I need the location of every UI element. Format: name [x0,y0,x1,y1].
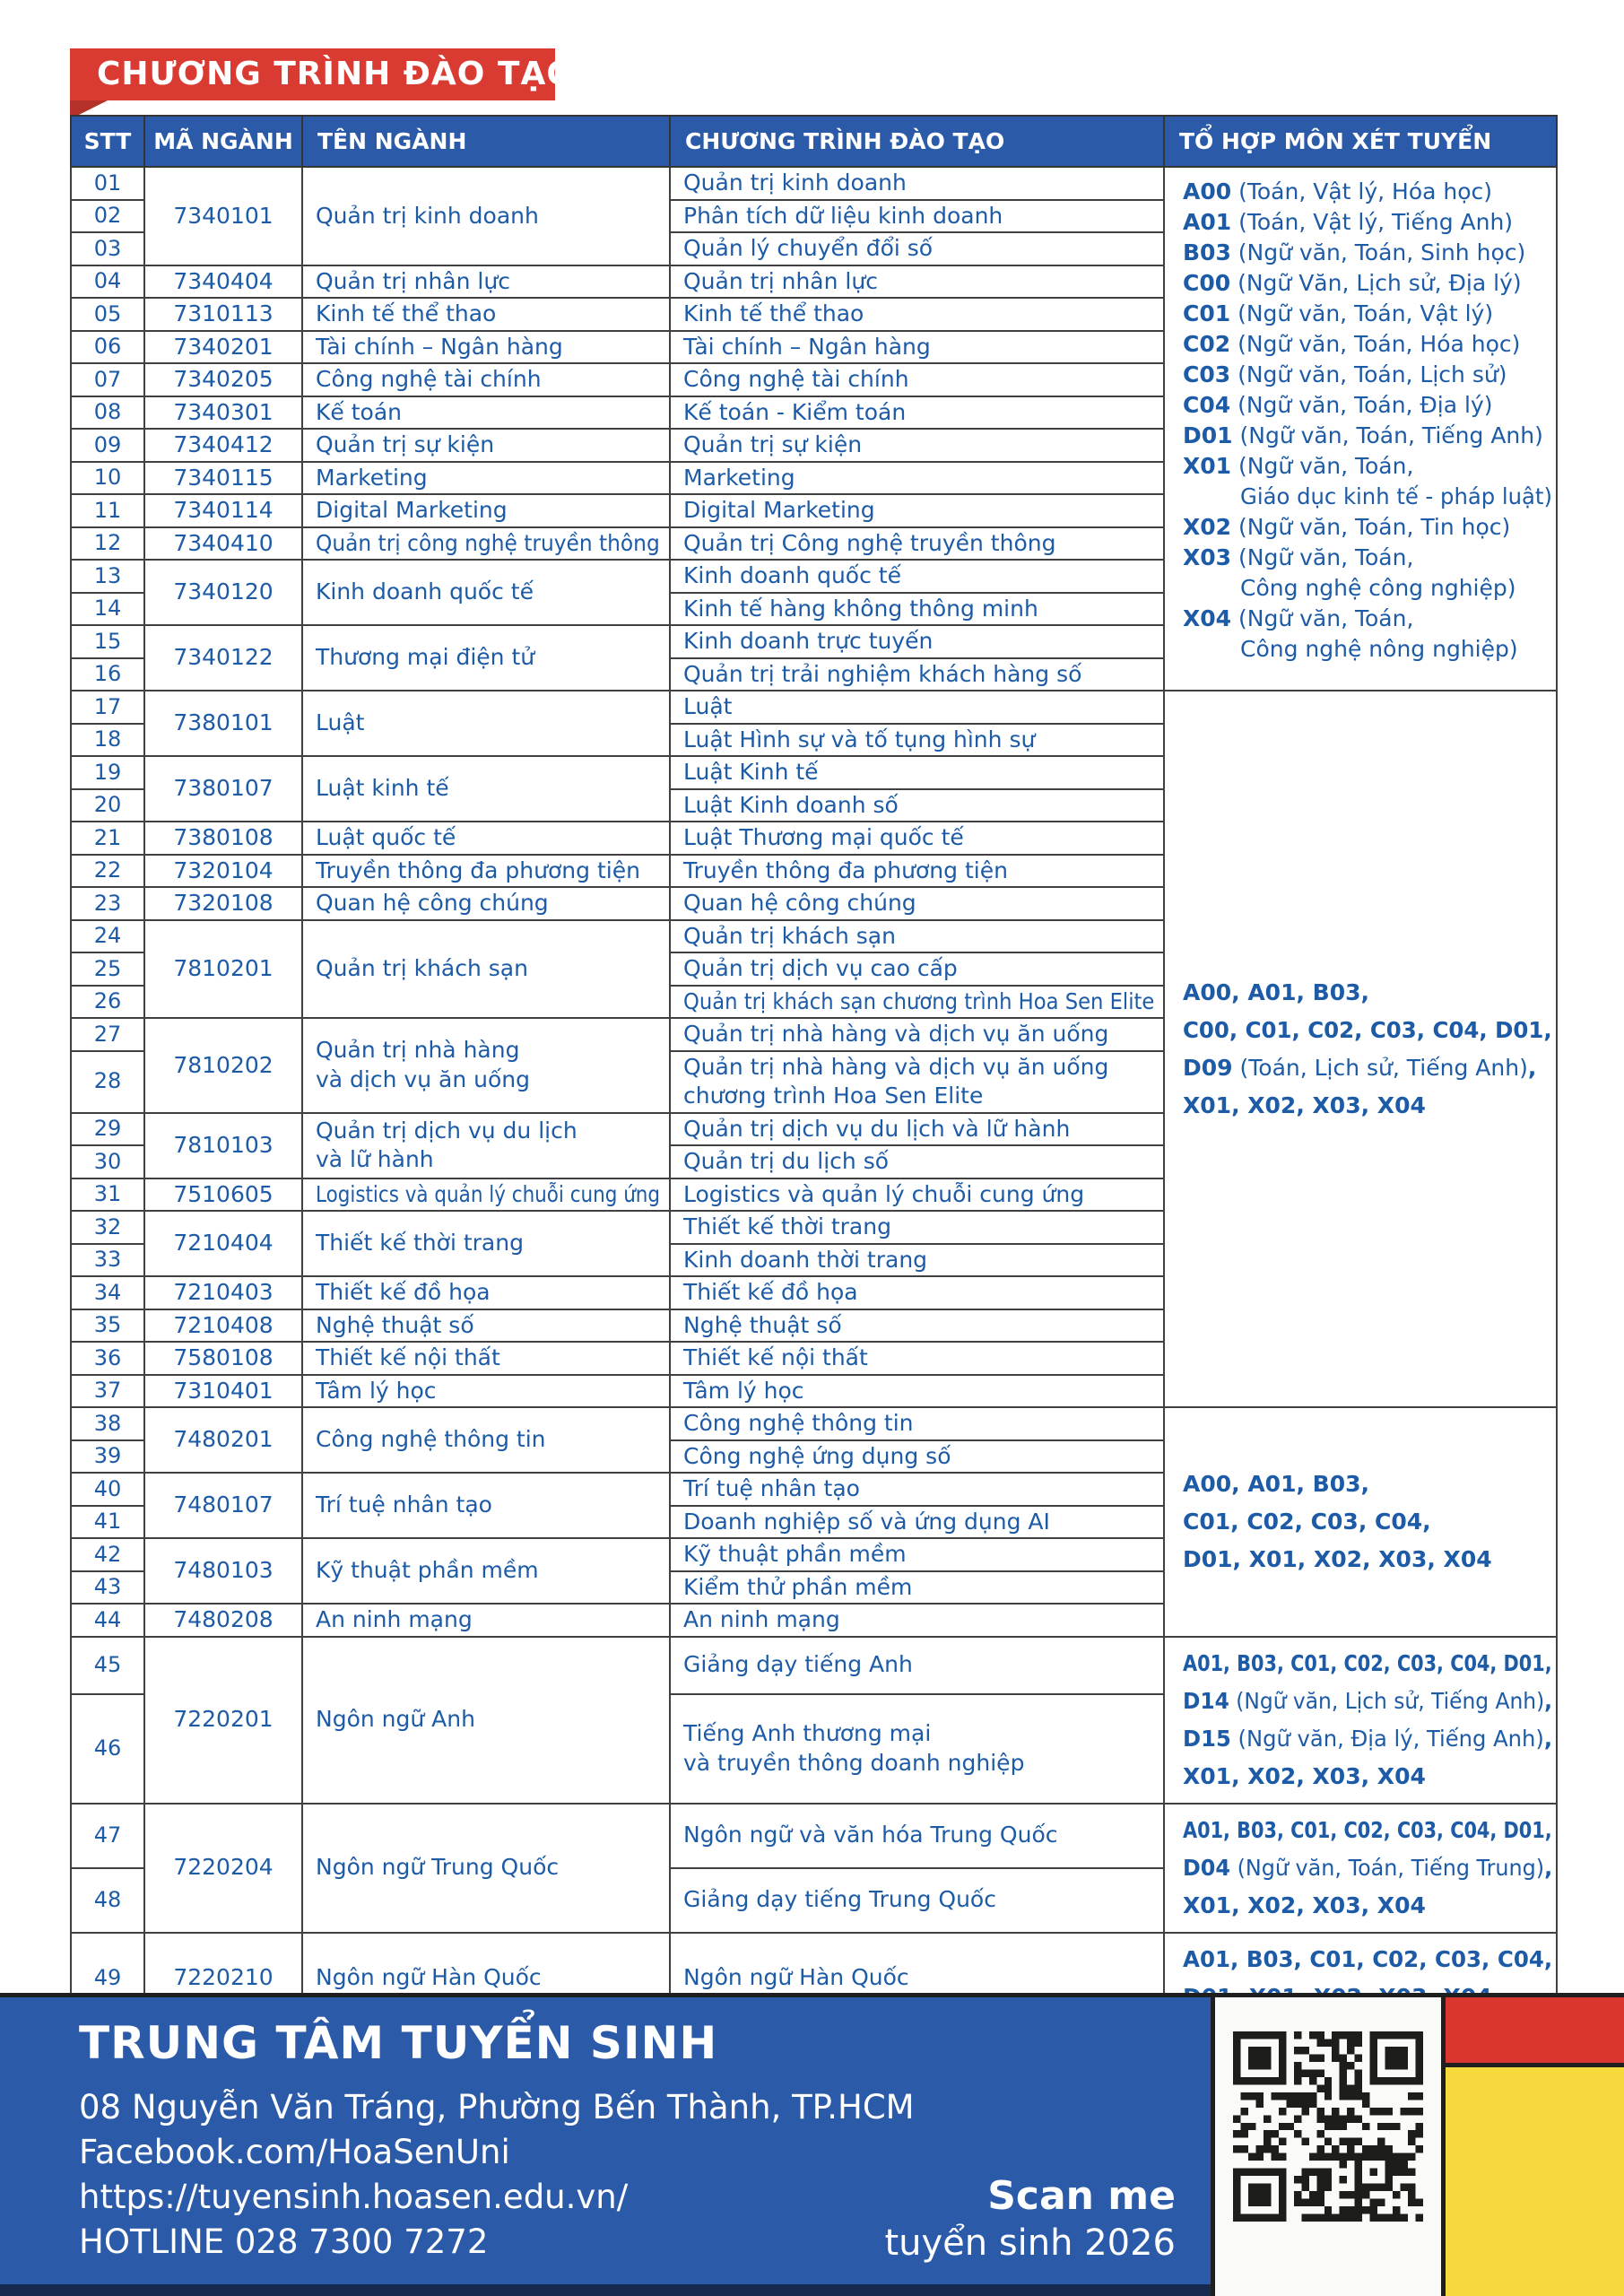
major-name-cell: An ninh mạng [302,1604,670,1637]
combo-cell: A00, A01, B03, C00, C01, C02, C03, C04, D01, D09 (Toán, Lịch sử, Tiếng Anh), X01, X02, X03, X04 [1164,691,1557,1407]
major-code-cell: 7810103 [144,1113,302,1178]
stt-cell: 29 [71,1113,144,1146]
program-cell: Thiết kế nội thất [670,1342,1164,1375]
major-code-cell: 7340115 [144,462,302,495]
program-cell: Thiết kế đồ họa [670,1276,1164,1309]
program-cell: Quản trị khách sạn [670,920,1164,953]
major-code-cell: 7220201 [144,1637,302,1804]
major-name-cell: Trí tuệ nhân tạo [302,1473,670,1538]
major-code-cell: 7380101 [144,691,302,756]
major-name-cell: Nghệ thuật số [302,1309,670,1343]
major-name-cell: Kinh doanh quốc tế [302,560,670,625]
footer [0,1993,1624,2296]
stt-cell: 09 [71,429,144,462]
major-name-cell: Ngôn ngữ Hàn Quốc [302,1933,670,2024]
major-code-cell: 7480208 [144,1604,302,1637]
major-code-cell: 7340301 [144,396,302,430]
major-name-cell: Quản trị công nghệ truyền thông [302,527,670,561]
program-cell: Quản trị nhà hàng và dịch vụ ăn uống chương trình Hoa Sen Elite [670,1051,1164,1113]
major-code-cell: 7340404 [144,265,302,299]
program-cell: An ninh mạng [670,1604,1164,1637]
stt-cell: 04 [71,265,144,299]
stt-cell: 34 [71,1276,144,1309]
stt-cell: 39 [71,1440,144,1474]
stt-cell: 21 [71,822,144,855]
program-cell: Ngôn ngữ và văn hóa Trung Quốc [670,1804,1164,1868]
program-cell: Giảng dạy tiếng Anh [670,1637,1164,1694]
program-cell: Quản trị trải nghiệm khách hàng số [670,658,1164,691]
major-name-cell: Thiết kế đồ họa [302,1276,670,1309]
program-cell: Quản trị khách sạn chương trình Hoa Sen Elite [670,986,1164,1019]
program-cell: Tiếng Anh thương mại và truyền thông doanh nghiệp [670,1694,1164,1804]
column-header-major: TÊN NGÀNH [302,116,670,167]
stt-cell: 12 [71,527,144,561]
major-code-cell: 7320108 [144,887,302,920]
major-code-cell: 7340101 [144,167,302,265]
stt-cell: 08 [71,396,144,430]
major-name-cell: Tài chính – Ngân hàng [302,331,670,364]
major-name-cell: Tâm lý học [302,1375,670,1408]
program-cell: Kinh tế hàng không thông minh [670,593,1164,626]
major-name-cell: Ngôn ngữ Anh [302,1637,670,1804]
program-cell: Phân tích dữ liệu kinh doanh [670,200,1164,233]
column-header-program: CHƯƠNG TRÌNH ĐÀO TẠO [670,116,1164,167]
stt-cell: 45 [71,1637,144,1694]
major-code-cell: 7340120 [144,560,302,625]
major-name-cell: Logistics và quản lý chuỗi cung ứng [302,1178,670,1212]
major-code-cell: 7210403 [144,1276,302,1309]
hotline-line: HOTLINE 028 7300 7272 [79,2222,489,2261]
program-cell: Luật [670,691,1164,724]
major-name-cell: Luật kinh tế [302,756,670,822]
navy-strip [0,2284,1211,2296]
stt-cell: 15 [71,625,144,658]
combo-cell: A01, B03, C01, C02, C03, C04, [1164,1933,1557,2024]
program-cell: Kế toán - Kiểm toán [670,396,1164,430]
program-cell: Kiểm thử phần mềm [670,1571,1164,1605]
major-code-cell: 7340201 [144,331,302,364]
major-code-cell: 7580108 [144,1342,302,1375]
stt-cell: 11 [71,494,144,527]
major-name-cell: Ngôn ngữ Trung Quốc [302,1804,670,1933]
table-row [71,1637,1557,1694]
program-cell: Doanh nghiệp số và ứng dụng AI [670,1506,1164,1539]
major-name-cell: Quản trị kinh doanh [302,167,670,265]
address-line: 08 Nguyễn Văn Tráng, Phường Bến Thành, TP.HCM [79,2088,915,2126]
table-row [71,167,1557,200]
admission-center-title: TRUNG TÂM TUYỂN SINH [79,2017,718,2069]
major-code-cell: 7810201 [144,920,302,1019]
program-cell: Kinh doanh quốc tế [670,560,1164,593]
major-name-cell: Quản trị sự kiện [302,429,670,462]
program-cell: Luật Thương mại quốc tế [670,822,1164,855]
table-row [71,691,1557,724]
program-cell: Quan hệ công chúng [670,887,1164,920]
major-code-cell: 7380107 [144,756,302,822]
program-cell: Kỹ thuật phần mềm [670,1538,1164,1571]
stt-cell: 27 [71,1018,144,1051]
major-code-cell: 7510605 [144,1178,302,1212]
program-cell: Công nghệ thông tin [670,1407,1164,1440]
program-cell: Quản trị kinh doanh [670,167,1164,200]
major-name-cell: Quản trị nhà hàng và dịch vụ ăn uống [302,1018,670,1113]
stt-cell: 48 [71,1868,144,1933]
program-cell: Luật Hình sự và tố tụng hình sự [670,724,1164,757]
program-cell: Tâm lý học [670,1375,1164,1408]
stt-cell: 18 [71,724,144,757]
stt-cell: 01 [71,167,144,200]
program-table-body [71,167,1557,2024]
stt-cell: 36 [71,1342,144,1375]
stt-cell: 28 [71,1051,144,1113]
combo-cell: A01, B03, C01, C02, C03, C04, D01, D04 (Ngữ văn, Toán, Tiếng Trung), X01, X02, X03, X04 [1164,1804,1557,1933]
major-name-cell: Công nghệ tài chính [302,363,670,396]
stt-cell: 37 [71,1375,144,1408]
stt-cell: 16 [71,658,144,691]
stt-cell: 05 [71,298,144,331]
stt-cell: 26 [71,986,144,1019]
stt-cell: 23 [71,887,144,920]
major-code-cell: 7340412 [144,429,302,462]
stt-cell: 33 [71,1244,144,1277]
column-header-code: MÃ NGÀNH [144,116,302,167]
yellow-block [1446,2067,1624,2296]
major-name-cell: Luật quốc tế [302,822,670,855]
column-header-combination: TỔ HỢP MÔN XÉT TUYỂN [1164,116,1557,167]
program-table [70,115,1558,2025]
major-name-cell: Thương mại điện tử [302,625,670,691]
major-code-cell: 7480201 [144,1407,302,1473]
major-name-cell: Kinh tế thể thao [302,298,670,331]
stt-cell: 17 [71,691,144,724]
stt-cell: 24 [71,920,144,953]
program-cell: Logistics và quản lý chuỗi cung ứng [670,1178,1164,1212]
program-cell: Nghệ thuật số [670,1309,1164,1343]
program-cell: Quản trị nhà hàng và dịch vụ ăn uống [670,1018,1164,1051]
red-block [1446,1997,1624,2067]
stt-cell: 32 [71,1211,144,1244]
major-code-cell: 7810202 [144,1018,302,1113]
website-line: https://tuyensinh.hoasen.edu.vn/ [79,2178,629,2216]
major-name-cell: Công nghệ thông tin [302,1407,670,1473]
major-code-cell: 7320104 [144,855,302,888]
program-cell: Quản trị dịch vụ du lịch và lữ hành [670,1113,1164,1146]
stt-cell: 13 [71,560,144,593]
scan-me-label: Scan me [987,2173,1176,2219]
stt-cell: 46 [71,1694,144,1804]
major-name-cell: Marketing [302,462,670,495]
major-code-cell: 7340205 [144,363,302,396]
program-cell: Digital Marketing [670,494,1164,527]
program-cell: Công nghệ tài chính [670,363,1164,396]
stt-cell: 06 [71,331,144,364]
major-code-cell: 7310401 [144,1375,302,1408]
major-code-cell: 7220204 [144,1804,302,1933]
major-name-cell: Kỹ thuật phần mềm [302,1538,670,1604]
footer-contact-block [79,2017,915,2265]
major-name-cell: Luật [302,691,670,756]
stt-cell: 03 [71,232,144,265]
major-name-cell: Thiết kế nội thất [302,1342,670,1375]
qr-panel [1211,1997,1446,2296]
major-name-cell: Quản trị khách sạn [302,920,670,1019]
major-name-cell: Kế toán [302,396,670,430]
stt-cell: 25 [71,952,144,986]
qr-code [1233,2031,1423,2222]
major-code-cell: 7480103 [144,1538,302,1604]
program-cell: Quản trị du lịch số [670,1145,1164,1178]
major-code-cell: 7340122 [144,625,302,691]
program-cell: Quản trị Công nghệ truyền thông [670,527,1164,561]
major-name-cell: Thiết kế thời trang [302,1211,670,1276]
major-name-cell: Digital Marketing [302,494,670,527]
combo-cell: A01, B03, C01, C02, C03, C04, D01, D14 (Ngữ văn, Lịch sử, Tiếng Anh), D15 (Ngữ văn, Địa lý, Tiếng Anh), X01, X02, X03, X04 [1164,1637,1557,1804]
program-cell: Marketing [670,462,1164,495]
major-name-cell: Quan hệ công chúng [302,887,670,920]
program-cell: Kinh tế thể thao [670,298,1164,331]
stt-cell: 14 [71,593,144,626]
program-cell: Giảng dạy tiếng Trung Quốc [670,1868,1164,1933]
major-name-cell: Quản trị nhân lực [302,265,670,299]
scan-block [884,2173,1176,2266]
stt-cell: 35 [71,1309,144,1343]
program-cell: Kinh doanh thời trang [670,1244,1164,1277]
major-code-cell: 7480107 [144,1473,302,1538]
program-cell: Truyền thông đa phương tiện [670,855,1164,888]
stt-cell: 41 [71,1506,144,1539]
program-cell: Luật Kinh doanh số [670,789,1164,822]
major-name-cell: Truyền thông đa phương tiện [302,855,670,888]
program-cell: Ngôn ngữ Hàn Quốc [670,1933,1164,2024]
stt-cell: 30 [71,1145,144,1178]
stt-cell: 22 [71,855,144,888]
program-table-wrap [70,115,1556,2025]
stt-cell: 07 [71,363,144,396]
major-code-cell: 7340114 [144,494,302,527]
program-cell: Luật Kinh tế [670,756,1164,789]
program-cell: Quản trị nhân lực [670,265,1164,299]
admission-year-label: tuyển sinh 2026 [884,2222,1176,2264]
table-row [71,1407,1557,1440]
stt-cell: 19 [71,756,144,789]
program-cell: Kinh doanh trực tuyến [670,625,1164,658]
stt-cell: 40 [71,1473,144,1506]
major-code-cell: 7210404 [144,1211,302,1276]
table-header-row [71,116,1557,167]
program-cell: Quản lý chuyển đổi số [670,232,1164,265]
major-code-cell: 7380108 [144,822,302,855]
stt-cell: 47 [71,1804,144,1868]
major-code-cell: 7310113 [144,298,302,331]
stt-cell: 31 [71,1178,144,1212]
combo-cell: A00 (Toán, Vật lý, Hóa học) A01 (Toán, Vật lý, Tiếng Anh) B03 (Ngữ văn, Toán, Sinh học) C00 (Ngữ Văn, Lịch sử, Địa lý) C01 (Ngữ văn, Toán, Vật lý) C02 (Ngữ văn, Toán, Hóa học) C03 (Ngữ văn, Toán, Lịch sử) C04 (Ngữ văn, Toán, Địa lý) D01 (Ngữ văn, Toán, Tiếng Anh) X01 (Ngữ văn, Toán, Giáo dục kinh tế - pháp luật) X02 (Ngữ văn, Toán, Tin học) X03 (Ngữ văn, Toán, Công nghệ công nghiệp) X04 (Ngữ văn, Toán, Công nghệ nông nghiệp) [1164,167,1557,691]
stt-cell: 20 [71,789,144,822]
stt-cell: 44 [71,1604,144,1637]
stt-cell: 10 [71,462,144,495]
program-cell: Trí tuệ nhân tạo [670,1473,1164,1506]
major-name-cell: Quản trị dịch vụ du lịch và lữ hành [302,1113,670,1178]
stt-cell: 38 [71,1407,144,1440]
major-code-cell: 7220210 [144,1933,302,2024]
program-banner-title: CHƯƠNG TRÌNH ĐÀO TẠO [70,48,555,100]
table-row [71,1804,1557,1868]
program-cell: Quản trị dịch vụ cao cấp [670,952,1164,986]
stt-cell: 02 [71,200,144,233]
program-cell: Công nghệ ứng dụng số [670,1440,1164,1474]
major-code-cell: 7210408 [144,1309,302,1343]
program-cell: Thiết kế thời trang [670,1211,1164,1244]
column-header-stt: STT [71,116,144,167]
major-code-cell: 7340410 [144,527,302,561]
program-cell: Tài chính – Ngân hàng [670,331,1164,364]
program-cell: Quản trị sự kiện [670,429,1164,462]
facebook-line: Facebook.com/HoaSenUni [79,2133,510,2171]
stt-cell: 43 [71,1571,144,1605]
combo-cell: A00, A01, B03, C01, C02, C03, C04, D01, X01, X02, X03, X04 [1164,1407,1557,1637]
stt-cell: 42 [71,1538,144,1571]
stt-cell: 49 [71,1933,144,2024]
